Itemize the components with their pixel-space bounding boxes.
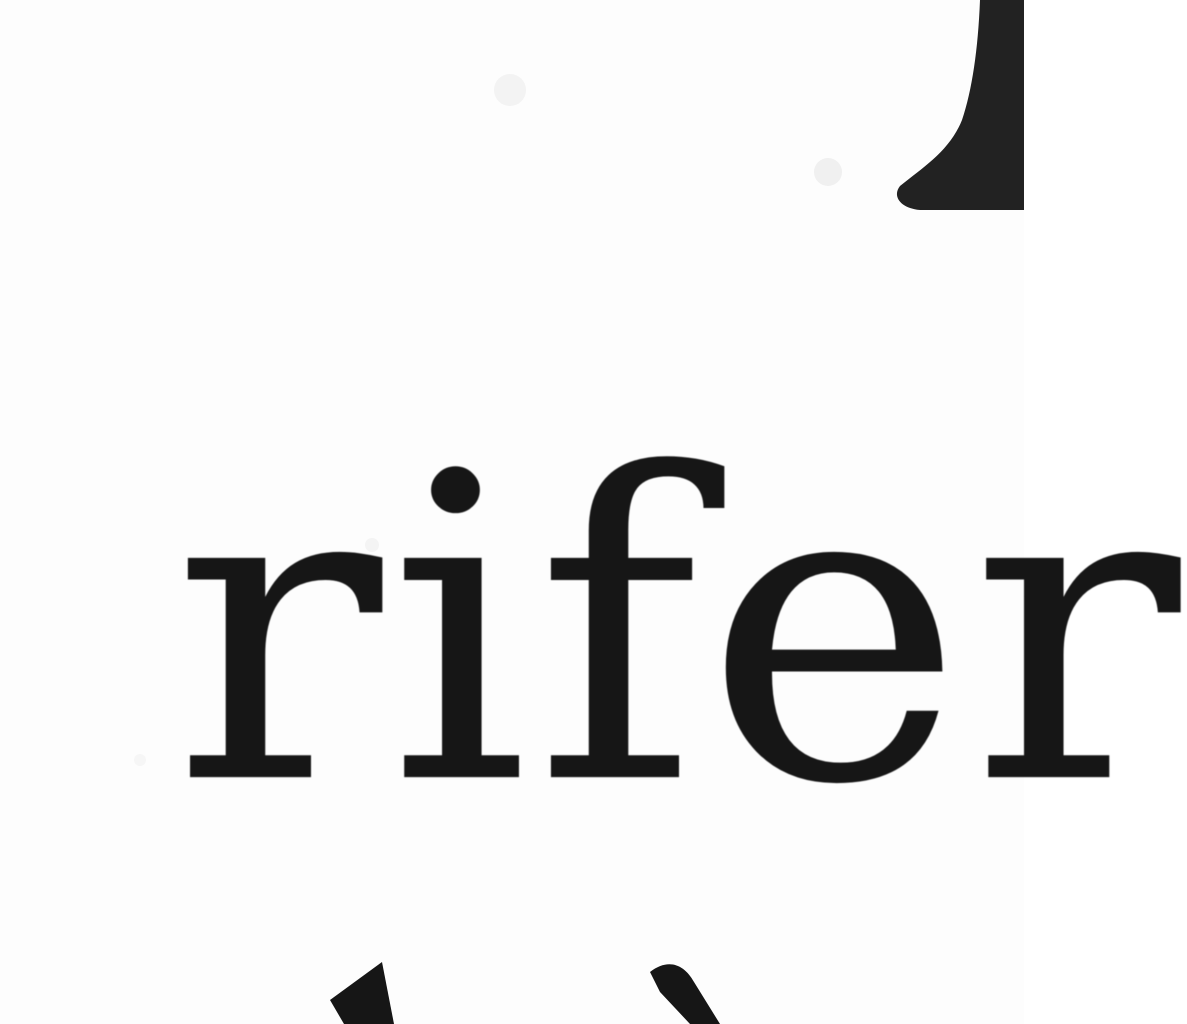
word-fragment: rifer xyxy=(172,385,1187,877)
